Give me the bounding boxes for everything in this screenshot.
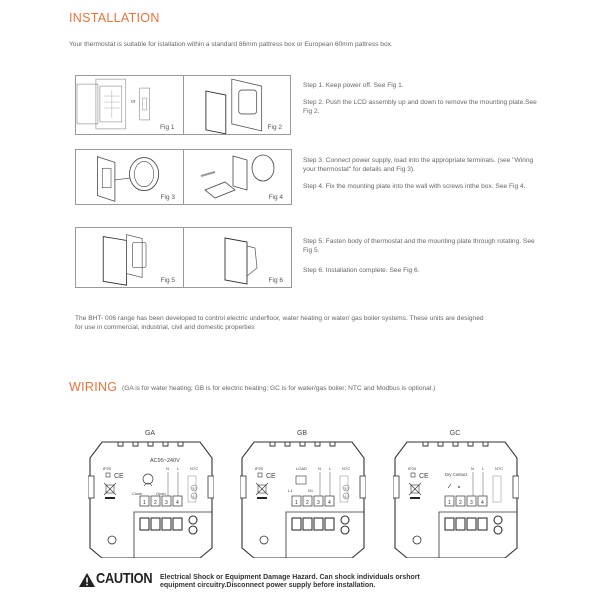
terminal-slot — [173, 518, 182, 530]
terminal-number: 3 — [317, 500, 320, 506]
step-2: Step 2. Push the LCD assembly up and down to remove the mounting plate.See Fig 2. — [303, 99, 537, 115]
diagram-title: GC — [449, 430, 461, 437]
load-label: LOAD — [296, 466, 307, 471]
ce-mark: CE — [266, 473, 276, 480]
terminal-number: 1 — [143, 500, 146, 506]
neutral-label: N — [471, 466, 474, 471]
caution-line-1: Electrical Shock or Equipment Damage Hazard. Can shock individuals orshort — [160, 574, 420, 581]
terminal-number: 3 — [165, 500, 168, 506]
wiring-diagram-ga — [88, 440, 214, 558]
diagram-title: GA — [144, 430, 156, 437]
wiring-note: (GA is for water heating; GB is for electric heating; GC is for water/gas boiler; NTC and Modbus is optional.) — [122, 385, 436, 392]
terminal-slot — [292, 518, 301, 530]
figure-label: Fig 4 — [268, 194, 283, 201]
terminal-number: 2 — [154, 500, 157, 506]
live-label: L — [329, 466, 332, 471]
step-5: Step 5. Fasten body of thermostat and the mounting plate through rotating. See Fig 5. — [303, 238, 535, 254]
sensor-terminal: 5 — [344, 487, 347, 491]
installation-intro: Your thermostat is suitable for istallation within a standard 86mm pattress box or European 60mm pattress box. — [69, 41, 393, 48]
diagram-title: GB — [296, 430, 308, 437]
figure-row-3 — [75, 227, 292, 288]
neutral-label: N — [166, 466, 169, 471]
figure-3 — [76, 150, 183, 204]
terminal-number: 2 — [306, 500, 309, 506]
terminal-slot — [140, 518, 149, 530]
figure-2 — [183, 76, 291, 134]
terminal-number: 1 — [448, 500, 451, 506]
or-text: or — [131, 99, 136, 105]
terminal-slot — [151, 518, 160, 530]
caution-label: CAUTION — [96, 570, 153, 587]
figure-label: Fig 3 — [160, 194, 175, 201]
ntc-label: NTC — [495, 466, 504, 471]
caution-line-2: equipment circuitry.Disconnect power supply before installation. — [160, 582, 376, 589]
terminal-number: 2 — [459, 500, 462, 506]
live-label: L — [177, 466, 180, 471]
terminal-slot — [325, 518, 334, 530]
wiring-heading: WIRING — [69, 380, 118, 394]
close-label: Close — [132, 491, 143, 496]
installation-heading: INSTALLATION — [69, 11, 160, 25]
voltage-label: AC95~240V — [150, 458, 180, 464]
terminal-slot — [162, 518, 171, 530]
terminal-slot — [303, 518, 312, 530]
open-label: Open — [156, 491, 166, 496]
sensor-terminal: 6 — [192, 495, 195, 499]
step-4: Step 4. Fix the mounting plate into the wall with screws inthe box. See Fig 4. — [303, 183, 526, 190]
ip-rating-label: IP20 — [408, 466, 417, 471]
terminal-slot — [445, 518, 454, 530]
l1-label: L1 — [288, 488, 293, 493]
ip-rating-label: IP20 — [255, 466, 264, 471]
figure-5 — [76, 228, 183, 287]
live-label: L — [482, 466, 485, 471]
ntc-label: NTC — [342, 466, 351, 471]
terminal-slot — [478, 518, 487, 530]
ip-rating-label: IP20 — [103, 466, 112, 471]
figure-4 — [183, 150, 291, 204]
figure-row-1 — [75, 75, 291, 135]
terminal-number: 3 — [470, 500, 473, 506]
wiring-diagram-gc — [393, 440, 519, 558]
figure-row-2 — [75, 149, 292, 205]
figure-label: Fig 2 — [267, 124, 282, 131]
ce-mark: CE — [114, 473, 124, 480]
terminal-number: 1 — [295, 500, 298, 506]
neutral-label: N — [318, 466, 321, 471]
figure-label: Fig 6 — [268, 277, 283, 284]
warning-triangle-icon — [79, 573, 95, 592]
wiring-diagram-gb — [240, 440, 366, 558]
step-6: Step 6. Installation complete. See Fig 6. — [303, 267, 420, 274]
ntc-label: NTC — [190, 466, 199, 471]
step-1: Step 1. Keep power off. See Fig 1. — [303, 82, 404, 89]
terminal-number: 4 — [176, 500, 179, 506]
step-3: Step 3. Connect power supply, load into the appropriate terminals. (see "Wiring your thermostat" for details and Fig 3). — [303, 157, 534, 173]
figure-label: Fig 5 — [160, 277, 175, 284]
figure-label: Fig 1 — [160, 124, 175, 131]
ce-mark: CE — [419, 473, 429, 480]
figure-1 — [76, 76, 183, 134]
terminal-slot — [467, 518, 476, 530]
sensor-terminal: 5 — [192, 487, 195, 491]
terminal-number: 4 — [481, 500, 484, 506]
terminal-slot — [314, 518, 323, 530]
figure-6 — [183, 228, 291, 287]
terminal-number: 4 — [328, 500, 331, 506]
sensor-terminal: 6 — [344, 495, 347, 499]
n1-label: N1 — [308, 488, 314, 493]
dry-contact-label: Dry Contact — [445, 472, 468, 477]
product-description: The BHT- 006 range has been developed to control electric underfloor, water heating or water/ gas boiler systems. These units are designed for use in commercial, industrial, civil and domestic properties — [75, 315, 484, 331]
terminal-slot — [456, 518, 465, 530]
